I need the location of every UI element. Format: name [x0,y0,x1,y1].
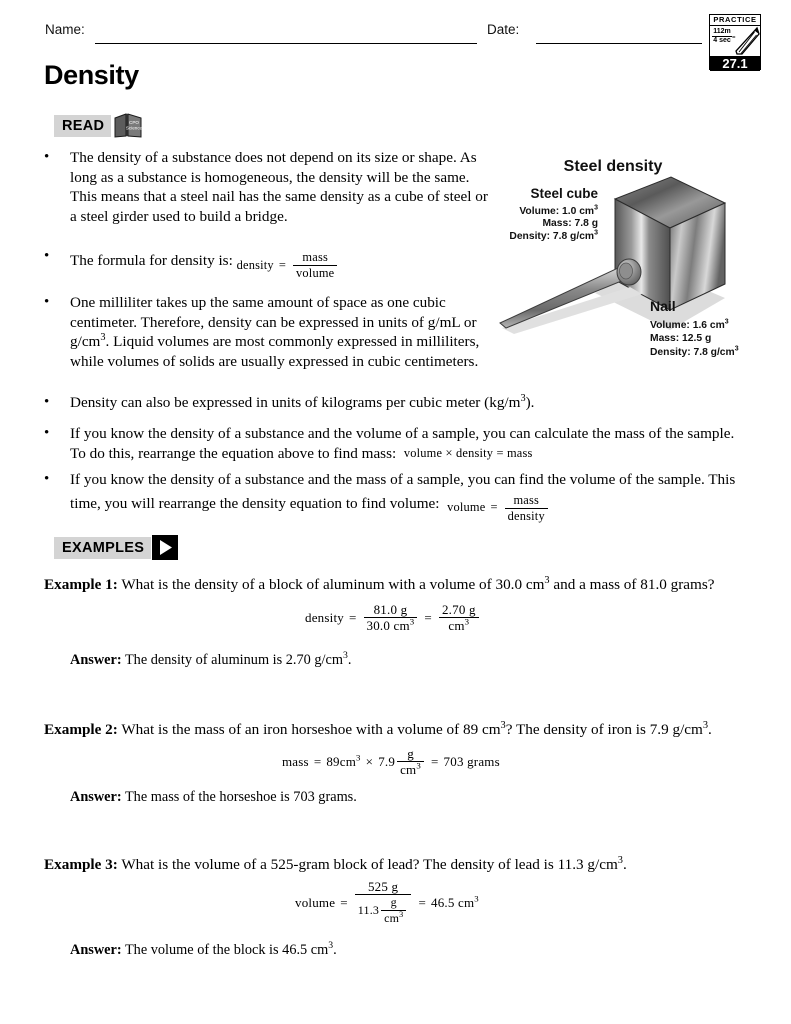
eq3-op1: = [340,894,348,910]
example-2-q-c: . [708,721,712,738]
example-1-equation [305,603,481,632]
date-label: Date: [487,22,520,37]
eq2-op1: = [313,753,322,769]
eq1-fraction-2 [439,603,479,632]
bullet-text [70,293,504,371]
practice-badge-fraction [712,28,732,45]
example-1-q-sup: 3 [544,574,550,586]
example-2-answer [70,789,357,806]
practice-badge-equals: = [732,35,736,41]
bullet-text-part-b: ). [525,394,535,411]
bullet-item [44,424,750,464]
practice-badge-illustration [710,26,760,56]
cube-stat-mass [482,218,598,230]
example-1-q-a: What is the density of a block of aluminum with a volume of 30.0 cm [117,576,545,593]
svg-text:Science: Science [126,125,143,131]
bullet-lead-text: The formula for density is: [70,251,233,269]
read-section-badge [54,112,143,139]
eq3-den-coef: 11.3 [357,903,380,917]
formula-operator: = [278,257,287,272]
nail-stat-volume-text: Volume: 1.6 cm [650,320,725,331]
eq3-den-den-text: cm [384,911,400,925]
eq2-den-sup: 3 [416,760,421,771]
example-2-answer-a: The mass of the horseshoe is 703 grams. [121,789,357,805]
name-label: Name: [45,22,85,37]
example-3-q-b: . [622,856,627,873]
nail-stat-density [650,346,739,359]
nail-stat-mass [650,332,739,345]
bullet-text-part-a: Density can also be expressed in units of kilograms per cubic meter (kg/m [70,394,521,411]
example-3-answer-b: . [333,942,337,958]
eq1-num2: 2.70 g [439,603,479,618]
bullet-superscript: 3 [100,332,106,344]
eq1-den1 [364,618,418,632]
cube-stat-volume-sup: 3 [594,204,598,212]
example-2-tag: Example 2: [44,721,118,738]
fraction-denominator: volume [296,266,335,280]
eq1-den1-sup: 3 [409,616,415,627]
formula-left: volume [447,500,486,515]
eq1-op2: = [424,609,432,625]
bullet-text: The density of a substance does not depend on its size or shape. As long as a substance is homogeneous, the density will be the same. This means that a steel nail has the same density as a cube of steel or a steel girder used to build a bridge. [70,149,488,225]
eq3-den [355,895,412,925]
bullet-text [70,470,754,523]
example-1-answer [70,652,351,669]
examples-label: EXAMPLES [54,537,151,559]
nail-stats [650,319,739,359]
cube-stats [482,206,598,243]
figure-title: Steel density [563,158,663,175]
bullet-item [44,293,504,371]
cube-stat-mass-text: Mass: 7.8 g [542,218,598,230]
practice-badge-number: 27.1 [710,56,760,71]
cube-stat-density-sup: 3 [594,229,598,237]
fraction-numerator: mass [293,251,337,266]
example-3-q-a: What is the volume of a 525-gram block of lead? The density of lead is 11.3 g/cm [117,856,618,873]
eq1-den1-text: 30.0 cm [366,618,410,633]
formula-fraction [505,494,548,523]
nail-stat-volume-sup: 3 [724,318,729,326]
bullet-text [70,424,750,464]
fraction-denominator: density [507,508,545,523]
eq2-term1-sup: 3 [356,752,361,763]
bullet-item [44,393,744,413]
eq3-den-fraction [381,896,406,925]
mass-formula: volume × density = mass [403,446,533,461]
nail-label: Nail [650,298,676,314]
bullet-marker: • [44,425,50,441]
practice-badge-denominator: 4 sec [713,37,731,44]
eq1-num1: 81.0 g [364,603,418,618]
example-1-answer-a: The density of aluminum is 2.70 g/cm [121,652,343,668]
example-3-question [44,855,774,874]
example-3-answer-a: The volume of the block is 46.5 cm [121,942,329,958]
example-3-answer-sup: 3 [328,940,334,952]
play-triangle-icon [152,535,178,560]
bullet-text-part-b: . Liquid volumes are most commonly expressed in milliliters, while volumes of solids are usually expressed in cubic centimeters. [70,333,480,370]
bullet-text [70,247,339,280]
density-formula [237,251,340,280]
bullet-text-part-a: One milliliter takes up the same amount of space as one cubic centimeter. Therefore, density can be expressed in units of g/mL or g/cm [70,294,477,351]
example-2-q-b: ? The density of iron is 7.9 g/cm [505,721,703,738]
bullet-item [44,470,754,523]
example-1-answer-sup: 3 [342,650,348,662]
eq3-op2: = [418,894,426,910]
bullet-item [44,148,494,226]
bullet-superscript: 3 [520,392,526,404]
example-1-question [44,575,764,594]
svg-text:CPO: CPO [129,120,140,125]
example-2-q-sup: 3 [500,719,506,731]
eq1-left: density [305,609,344,625]
nail-stat-volume [650,319,739,332]
eq2-den-text: cm [400,762,417,777]
bullet-marker: • [44,394,50,410]
eq3-left: volume [295,894,336,910]
example-3-q-sup: 3 [617,854,623,866]
example-1-q-b: and a mass of 81.0 grams? [549,576,715,593]
example-2-question [44,720,774,739]
eq2-fraction [397,747,424,776]
example-2-q-sup2: 3 [702,719,709,731]
example-2-answer-tag: Answer: [70,789,122,805]
eq3-fraction [355,880,412,925]
eq2-den [397,762,424,776]
practice-badge-numerator: 112m [713,28,731,35]
eq1-den2-sup: 3 [464,616,470,627]
steel-density-figure [490,158,790,378]
example-1-answer-tag: Answer: [70,652,122,668]
eq2-coefficient: 7.9 [378,753,396,769]
eq3-den-num: g [381,896,406,911]
date-write-line[interactable] [536,43,702,44]
page-title: Density [44,60,139,90]
eq2-left: mass [282,753,309,769]
book-icon [113,112,143,139]
example-3-equation [295,880,479,925]
eq3-num: 525 g [355,880,412,895]
cube-stat-density-text: Density: 7.8 g/cm [509,230,595,242]
bullet-text-part-a: If you know the density of a substance and the mass of a sample, you can find the volume of the sample. This time, you will rearrange the density equation to find volume: [70,471,736,512]
eq2-term1 [326,754,360,770]
examples-section-badge [54,535,178,560]
formula-fraction [293,251,337,280]
read-label: READ [54,115,111,137]
cube-stat-volume [482,206,598,218]
example-2-q-a: What is the mass of an iron horseshoe with a volume of 89 cm [117,721,501,738]
eq3-result-text: 46.5 cm [431,894,475,910]
example-2-equation [282,747,500,776]
bullet-marker: • [44,471,50,487]
eq2-term1-text: 89cm [326,753,357,769]
bullet-item [44,247,504,280]
cube-stat-density [482,231,598,243]
eq2-num: g [397,747,424,762]
eq3-den-den [381,911,406,925]
eq3-den-den-sup: 3 [399,910,404,919]
volume-formula [447,494,550,523]
bullet-marker: • [44,294,50,310]
practice-badge-word: PRACTICE [710,15,760,26]
eq2-times: × [365,753,374,769]
formula-operator: = [490,500,498,515]
eq1-den2 [439,618,479,632]
cube-stat-volume-text: Volume: 1.0 cm [519,206,595,217]
nail-stat-density-text: Density: 7.8 g/cm [650,346,735,358]
bullet-text [70,393,534,413]
bullet-marker: • [44,248,50,264]
eq3-result [431,895,479,911]
example-3-answer-tag: Answer: [70,942,122,958]
example-3-tag: Example 3: [44,856,118,873]
example-1-tag: Example 1: [44,576,118,593]
eq2-op2: = [431,753,439,769]
name-write-line[interactable] [95,43,477,44]
eq1-fraction-1 [364,603,418,632]
eq2-result: 703 grams [443,753,500,769]
fraction-numerator: mass [505,494,548,509]
eq1-den2-text: cm [448,618,465,633]
example-1-answer-b: . [347,652,352,668]
cube-label: Steel cube [530,186,598,201]
example-3-answer [70,942,337,959]
eq3-result-sup: 3 [474,893,479,904]
formula-left: density [236,257,274,272]
nail-stat-density-sup: 3 [734,345,739,353]
nail-stat-mass-text: Mass: 12.5 g [650,333,712,345]
practice-badge [709,14,761,70]
pencil-icon [730,26,760,56]
bullet-marker: • [44,149,50,165]
bullet-text-part-a: If you know the density of a substance and the volume of a sample, you can calculate the mass of the sample. To do this, rearrange the equation above to find mass: [70,425,735,462]
eq1-op1: = [348,609,357,625]
